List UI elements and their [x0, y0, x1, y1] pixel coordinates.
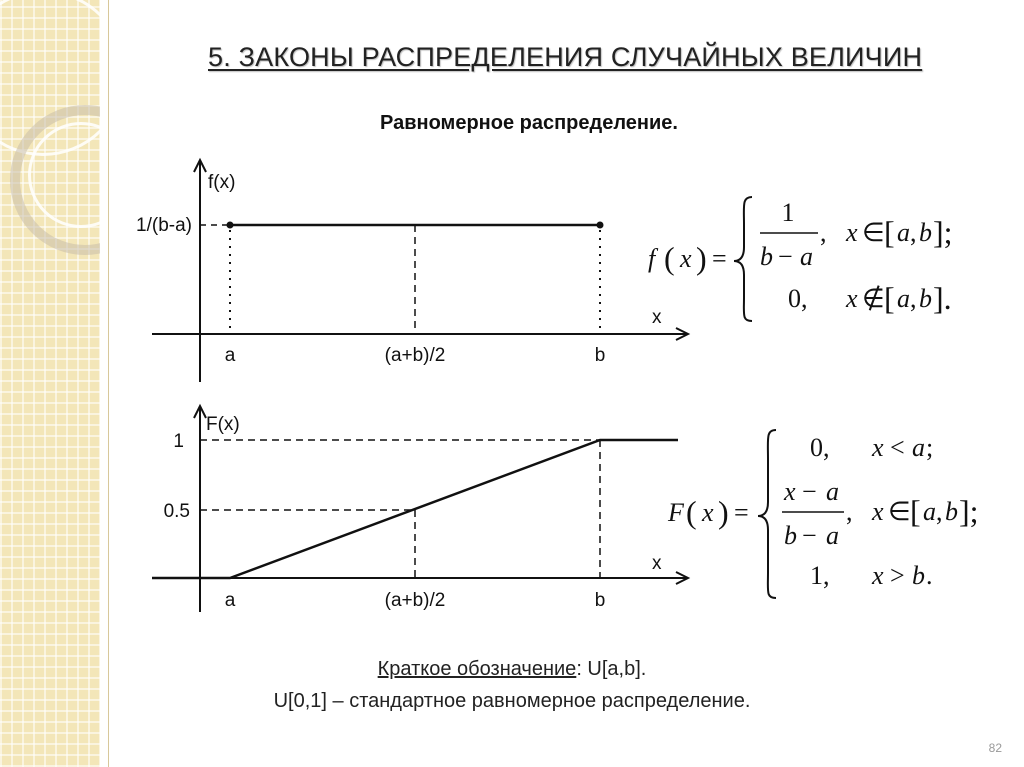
cdf-formula-rparen: ) — [718, 494, 729, 530]
cdf-formula-x: x — [702, 498, 714, 527]
cdf-formula-brace — [758, 430, 776, 598]
pdf-formula-lbr2: [ — [884, 280, 895, 316]
page-number: 82 — [988, 741, 1002, 755]
pdf-formula-den-a: a — [800, 242, 813, 271]
pdf-formula-f: f — [648, 244, 656, 273]
pdf-formula-comma: , — [820, 218, 827, 247]
cdf-formula-num-x: x — [784, 477, 796, 506]
cdf-formula-comma-ab: , — [936, 497, 943, 526]
pdf-formula-in: ∈ — [862, 218, 885, 247]
cdf-curve — [152, 440, 678, 578]
cdf-level-one-label: 1 — [173, 431, 184, 452]
pdf-tick-a: a — [224, 345, 236, 366]
cdf-formula-comma: , — [846, 497, 853, 526]
slide-subtitle: Равномерное распределение. — [380, 112, 678, 134]
cdf-formula-case3-dot: . — [926, 561, 933, 590]
cdf-formula-lparen: ( — [686, 494, 697, 530]
cdf-formula-den-a: a — [826, 521, 839, 550]
standard-distribution-note: U[0,1] – стандартное равномерное распределение. — [273, 690, 751, 712]
cdf-formula-den-b: b — [784, 521, 797, 550]
cdf-formula-case2-a: a — [923, 497, 936, 526]
pdf-formula-lparen: ( — [664, 240, 675, 276]
pdf-formula-cond-a2: a — [897, 284, 910, 313]
pdf-formula-equals: = — [712, 244, 727, 273]
cdf-formula-in: ∈ — [888, 497, 911, 526]
cdf-formula-equals: = — [734, 498, 749, 527]
short-notation-line — [0, 658, 1024, 681]
cdf-formula-case1-semi: ; — [926, 433, 934, 462]
cdf-tick-a: a — [224, 590, 236, 611]
pdf-y-axis-label: f(x) — [208, 172, 236, 193]
cdf-y-axis-label: F(x) — [206, 414, 240, 435]
cdf-formula-num-minus: − — [802, 477, 817, 506]
pdf-formula-notin: ∉ — [862, 284, 885, 313]
cdf-tick-b: b — [594, 590, 606, 611]
pdf-formula-brace — [734, 197, 752, 321]
pdf-graph — [100, 150, 700, 390]
slide-title: 5. ЗАКОНЫ РАСПРЕДЕЛЕНИЯ СЛУЧАЙНЫХ ВЕЛИЧИН — [208, 42, 923, 72]
cdf-formula-case2-b: b — [945, 497, 958, 526]
short-notation-label: Краткое обозначение — [377, 658, 577, 680]
pdf-formula-comma-ab1: , — [910, 218, 917, 247]
cdf-formula-F: F — [668, 498, 684, 527]
pdf-formula-rbr1: ]; — [933, 214, 953, 250]
pdf-formula-rbr2: ]. — [933, 280, 952, 316]
cdf-formula-rbr: ]; — [959, 493, 979, 529]
pdf-point-b — [597, 222, 604, 229]
pdf-level-label: 1/(b-a) — [136, 215, 192, 236]
cdf-formula-den-minus: − — [802, 521, 817, 550]
pdf-formula-x: x — [680, 244, 692, 273]
cdf-formula — [660, 420, 1010, 605]
cdf-formula-case1-x: x — [872, 433, 884, 462]
cdf-formula-case1: 0, — [810, 433, 830, 462]
pdf-formula-minus: − — [778, 242, 793, 271]
pdf-formula-cond-a1: a — [897, 218, 910, 247]
pdf-formula-cond-b1: b — [919, 218, 932, 247]
cdf-formula-case2-x: x — [872, 497, 884, 526]
cdf-formula-case3-b: b — [912, 561, 925, 590]
pdf-x-axis-label: x — [652, 307, 662, 328]
pdf-formula-cond-x1: x — [846, 218, 858, 247]
pdf-point-a — [227, 222, 234, 229]
pdf-formula-case2: 0, — [788, 284, 808, 313]
pdf-formula — [640, 185, 980, 330]
pdf-tick-b: b — [594, 345, 606, 366]
cdf-formula-case3-x: x — [872, 561, 884, 590]
cdf-x-axis-label: x — [652, 553, 662, 574]
cdf-level-half-label: 0.5 — [163, 501, 190, 522]
pdf-formula-cond-x2: x — [846, 284, 858, 313]
pdf-formula-comma-ab2: , — [910, 284, 917, 313]
cdf-formula-case3: 1, — [810, 561, 830, 590]
pdf-formula-lbr1: [ — [884, 214, 895, 250]
pdf-formula-rparen: ) — [696, 240, 707, 276]
short-notation-value: : U[a,b]. — [576, 658, 647, 680]
cdf-formula-lbr: [ — [910, 493, 921, 529]
pdf-formula-den-b: b — [760, 242, 773, 271]
pdf-tick-mid: (a+b)/2 — [384, 345, 446, 366]
cdf-formula-case3-gt: > — [890, 561, 905, 590]
cdf-formula-case1-a: a — [912, 433, 925, 462]
cdf-tick-mid: (a+b)/2 — [384, 590, 446, 611]
decorative-sidebar — [0, 0, 109, 767]
pdf-formula-cond-b2: b — [919, 284, 932, 313]
pdf-formula-num: 1 — [781, 198, 795, 227]
cdf-graph — [100, 400, 700, 620]
cdf-formula-case1-lt: < — [890, 433, 905, 462]
cdf-formula-num-a: a — [826, 477, 839, 506]
